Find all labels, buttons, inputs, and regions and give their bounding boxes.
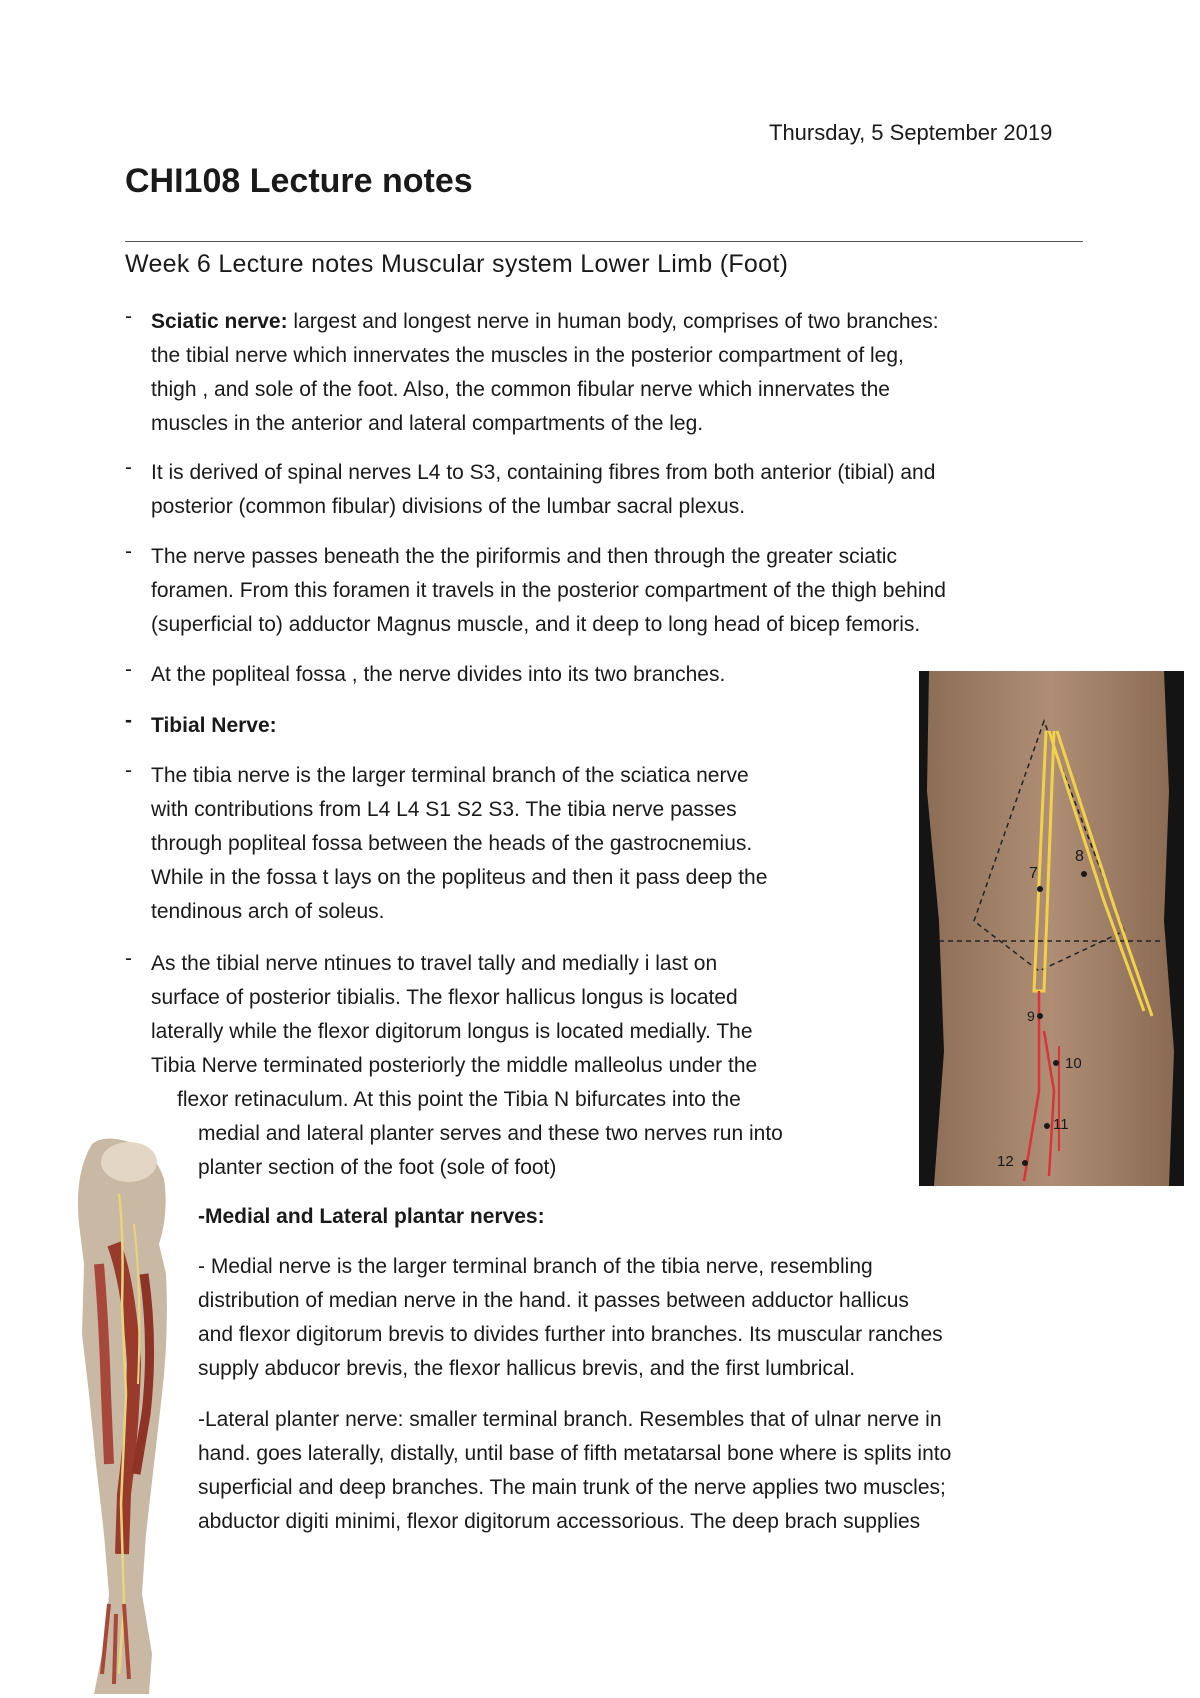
text-line: posterior (common fibular) divisions of the lumbar sacral plexus. xyxy=(151,495,746,518)
text-line: As the tibial nerve ntinues to travel tally and medially i last on xyxy=(151,952,718,975)
text-line: supply abducor brevis, the flexor hallicus brevis, and the first lumbrical. xyxy=(198,1357,856,1380)
plantar-heading-text: Medial and Lateral plantar nerves: xyxy=(205,1205,545,1228)
figure-label: 12 xyxy=(997,1153,1014,1170)
text-line: While in the fossa t lays on the popliteus and then it pass deep the xyxy=(151,866,768,889)
bullet-dash: - xyxy=(198,1408,205,1431)
bullet-tibial-course xyxy=(151,947,783,1185)
bullet-dash: - xyxy=(198,1255,205,1278)
text-line: It is derived of spinal nerves L4 to S3, containing fibres from both anterior (tibial) and xyxy=(151,461,936,484)
text-line: medial and lateral planter serves and these two nerves run into xyxy=(198,1122,783,1145)
bullet-tibial-branch xyxy=(151,759,767,929)
bullet-popliteal-fossa xyxy=(151,658,725,692)
bullet-dash: - xyxy=(125,947,132,970)
figure-label: 9 xyxy=(1027,1008,1035,1024)
text-line: muscles in the anterior and lateral compartments of the leg. xyxy=(151,412,704,435)
figure-label: 8 xyxy=(1075,848,1084,865)
bullet-dash: - xyxy=(125,709,132,732)
text-line: thigh , and sole of the foot. Also, the common fibular nerve which innervates the xyxy=(151,378,890,401)
text-line: foramen. From this foramen it travels in the posterior compartment of the thigh behind xyxy=(151,579,946,602)
text-line: hand. goes laterally, distally, until base of fifth metatarsal bone where is splits into xyxy=(198,1442,952,1465)
bullet-sciatic-nerve xyxy=(151,305,939,441)
text-line: The nerve passes beneath the the piriformis and then through the greater sciatic xyxy=(151,545,897,568)
text-line: The tibia nerve is the larger terminal branch of the sciatica nerve xyxy=(151,764,749,787)
text-line: through popliteal fossa between the heads of the gastrocnemius. xyxy=(151,832,753,855)
text-line: surface of posterior tibialis. The flexor hallicus longus is located xyxy=(151,986,738,1009)
text-line: tendinous arch of soleus. xyxy=(151,900,385,923)
figure-label: 10 xyxy=(1065,1055,1082,1072)
leg-anatomy-illustration xyxy=(74,1134,180,1698)
text-line: flexor retinaculum. At this point the Tibia N bifurcates into the xyxy=(177,1088,741,1111)
figure-label: 7 xyxy=(1029,865,1038,882)
lecture-date: Thursday, 5 September 2019 xyxy=(769,120,1053,145)
bullet-nerve-path xyxy=(151,540,946,642)
plantar-nerves-heading xyxy=(198,1200,545,1234)
tibial-nerve-heading: Tibial Nerve: xyxy=(151,714,277,737)
text-line: Lateral planter nerve: smaller terminal branch. Resembles that of ulnar nerve in xyxy=(205,1408,942,1431)
text-line: the tibial nerve which innervates the muscles in the posterior compartment of leg, xyxy=(151,344,904,367)
text-line: superficial and deep branches. The main trunk of the nerve applies two muscles; xyxy=(198,1476,946,1499)
text-line: largest and longest nerve in human body, comprises of two branches: xyxy=(287,310,939,333)
text-line: and flexor digitorum brevis to divides further into branches. Its muscular ranches xyxy=(198,1323,943,1346)
bullet-dash: - xyxy=(125,759,132,782)
page-subtitle: Week 6 Lecture notes Muscular system Lower Limb (Foot) xyxy=(125,250,789,278)
sciatic-nerve-label: Sciatic nerve: xyxy=(151,310,288,333)
text-line: At the popliteal fossa , the nerve divides into its two branches. xyxy=(151,663,726,686)
text-line: Tibia Nerve terminated posteriorly the middle malleolus under the xyxy=(151,1054,758,1077)
bullet-dash: - xyxy=(125,658,132,681)
bullet-spinal-origin xyxy=(151,456,935,524)
page-title: CHI108 Lecture notes xyxy=(125,162,473,200)
bullet-lateral-plantar xyxy=(198,1403,951,1539)
title-divider xyxy=(125,241,1083,242)
text-line: abductor digiti minimi, flexor digitorum accessorious. The deep brach supplies xyxy=(198,1510,921,1533)
bullet-dash: - xyxy=(125,456,132,479)
text-line: laterally while the flexor digitorum longus is located medially. The xyxy=(151,1020,753,1043)
text-line: (superficial to) adductor Magnus muscle, and it deep to long head of bicep femoris. xyxy=(151,613,921,636)
bullet-dash: - xyxy=(125,305,132,328)
bullet-dash: - xyxy=(125,540,132,563)
text-line: planter section of the foot (sole of foot) xyxy=(198,1156,557,1179)
figure-label: 11 xyxy=(1053,1116,1069,1133)
bullet-medial-plantar xyxy=(198,1250,943,1386)
knee-nerve-photo xyxy=(919,671,1184,1186)
text-line: with contributions from L4 L4 S1 S2 S3. The tibia nerve passes xyxy=(151,798,737,821)
bullet-dash: - xyxy=(198,1205,205,1228)
text-line: distribution of median nerve in the hand. it passes between adductor hallicus xyxy=(198,1289,909,1312)
text-line: Medial nerve is the larger terminal branch of the tibia nerve, resembling xyxy=(210,1255,873,1278)
